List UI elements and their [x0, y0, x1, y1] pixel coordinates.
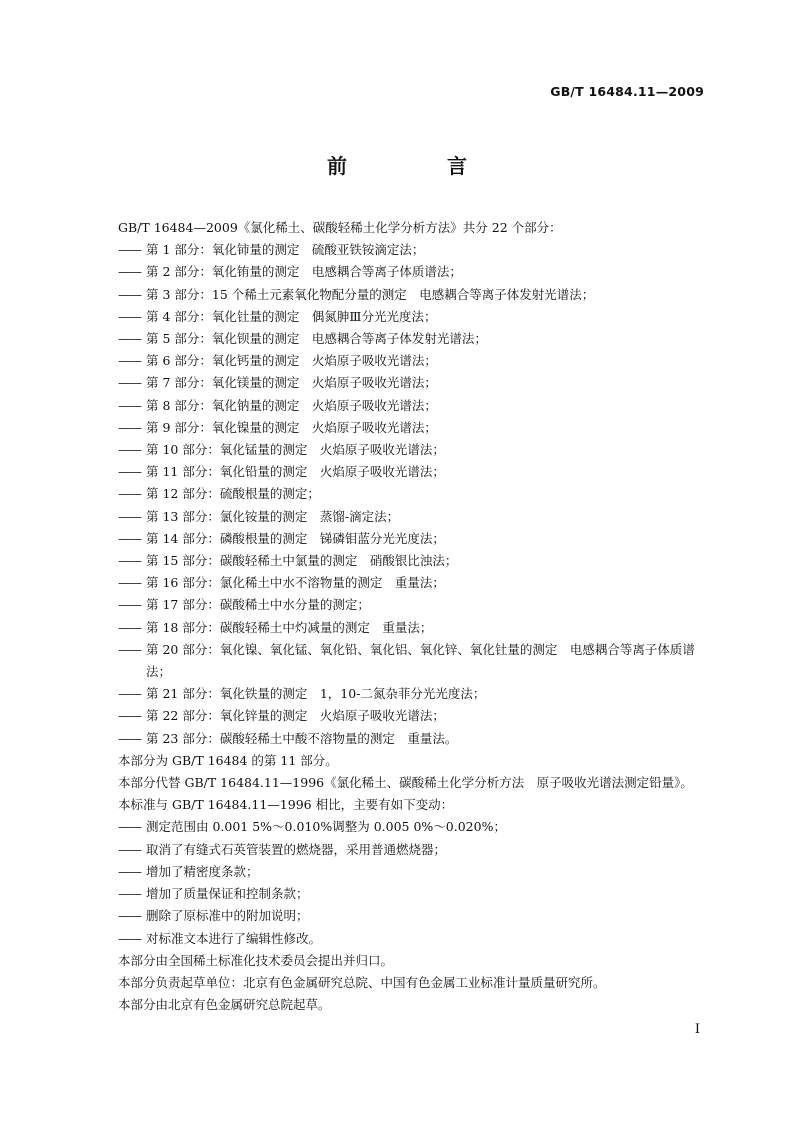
- dash: ——: [118, 419, 141, 435]
- dash: ——: [118, 886, 141, 902]
- list-item: —— 删除了原标准中的附加说明；: [90, 905, 704, 927]
- dash: ——: [118, 863, 141, 879]
- parts-list: [90, 239, 704, 750]
- dash: ——: [118, 242, 141, 258]
- changes-intro-paragraph: 本标准与 GB/T 16484.11—1996 相比，主要有如下变动：: [118, 797, 454, 813]
- dash: ——: [118, 331, 141, 347]
- list-item: —— 第 18 部分：碳酸轻稀土中灼减量的测定 重量法；: [90, 617, 704, 639]
- list-item: —— 第 9 部分：氧化镍量的测定 火焰原子吸收光谱法；: [90, 417, 704, 439]
- list-item: —— 第 17 部分：碳酸稀土中水分量的测定；: [90, 594, 704, 616]
- list-item: —— 第 12 部分：硫酸根量的测定；: [90, 483, 704, 505]
- page-title: 前 言: [327, 154, 507, 178]
- dash: ——: [118, 553, 141, 569]
- list-item: —— 第 8 部分：氧化钠量的测定 火焰原子吸收光谱法；: [90, 395, 704, 417]
- dash: ——: [118, 530, 141, 546]
- dash: ——: [118, 841, 141, 857]
- dash: ——: [118, 508, 141, 524]
- dash: ——: [118, 619, 141, 635]
- dash: ——: [118, 397, 141, 413]
- list-item: —— 第 1 部分：氧化铈量的测定 硫酸亚铁铵滴定法；: [90, 239, 704, 261]
- drafted-by-paragraph: 本部分由北京有色金属研究总院起草。: [118, 997, 331, 1013]
- list-item: —— 第 6 部分：氧化钙量的测定 火焰原子吸收光谱法；: [90, 350, 704, 372]
- list-item: —— 第 20 部分：氧化镍、氧化锰、氧化铅、氧化铝、氧化锌、氧化钍量的测定 电感耦合等离子体质谱法；: [90, 639, 704, 683]
- list-item: —— 第 2 部分：氧化铕量的测定 电感耦合等离子体质谱法；: [90, 261, 704, 283]
- list-item: —— 第 21 部分：氧化铁量的测定 1，10-二氮杂菲分光光度法；: [90, 683, 704, 705]
- list-item: —— 增加了精密度条款；: [90, 861, 704, 883]
- dash: ——: [118, 708, 141, 724]
- list-item: —— 第 11 部分：氧化铅量的测定 火焰原子吸收光谱法；: [90, 461, 704, 483]
- dash: ——: [118, 686, 141, 702]
- dash: ——: [118, 641, 141, 657]
- dash: ——: [118, 597, 141, 613]
- standard-number: GB/T 16484.11—2009: [550, 84, 704, 99]
- dash: ——: [118, 353, 141, 369]
- list-item: —— 第 15 部分：碳酸轻稀土中氯量的测定 硝酸银比浊法；: [90, 550, 704, 572]
- list-item: —— 增加了质量保证和控制条款；: [90, 883, 704, 905]
- list-item: —— 取消了有缝式石英管装置的燃烧器，采用普通燃烧器；: [90, 839, 704, 861]
- dash: ——: [118, 575, 141, 591]
- drafting-units-paragraph: 本部分负责起草单位：北京有色金属研究总院、中国有色金属工业标准计量质量研究所。: [118, 974, 606, 990]
- page-number: I: [694, 1022, 700, 1037]
- dash: ——: [118, 286, 141, 302]
- proposed-paragraph: 本部分由全国稀土标准化技术委员会提出并归口。: [118, 952, 394, 968]
- list-item: —— 测定范围由 0.001 5%～0.010%调整为 0.005 0%～0.020%；: [90, 816, 704, 838]
- dash: ——: [118, 819, 141, 835]
- intro-paragraph: GB/T 16484—2009《氯化稀土、碳酸轻稀土化学分析方法》共分 22 个部分：: [118, 220, 562, 235]
- dash: ——: [118, 308, 141, 324]
- list-item: —— 第 4 部分：氧化钍量的测定 偶氮胂Ⅲ分光光度法；: [90, 306, 704, 328]
- list-item: —— 第 10 部分：氧化锰量的测定 火焰原子吸收光谱法；: [90, 439, 704, 461]
- list-item: —— 第 22 部分：氧化锌量的测定 火焰原子吸收光谱法；: [90, 705, 704, 727]
- changes-list: [90, 816, 704, 949]
- list-item: —— 第 23 部分：碳酸轻稀土中酸不溶物量的测定 重量法。: [90, 728, 704, 750]
- list-item: —— 第 13 部分：氯化铵量的测定 蒸馏-滴定法；: [90, 506, 704, 528]
- list-item: —— 第 7 部分：氧化镁量的测定 火焰原子吸收光谱法；: [90, 372, 704, 394]
- replaces-paragraph: 本部分代替 GB/T 16484.11—1996《氯化稀土、碳酸稀土化学分析方法 原子吸收光谱法测定铅量》。: [118, 775, 693, 791]
- part-of-paragraph: 本部分为 GB/T 16484 的第 11 部分。: [118, 752, 338, 768]
- dash: ——: [118, 930, 141, 946]
- dash: ——: [118, 730, 141, 746]
- dash: ——: [118, 375, 141, 391]
- dash: ——: [118, 908, 141, 924]
- list-item: —— 第 5 部分：氧化钡量的测定 电感耦合等离子体发射光谱法；: [90, 328, 704, 350]
- dash: ——: [118, 264, 141, 280]
- dash: ——: [118, 442, 141, 458]
- list-item: —— 第 14 部分：磷酸根量的测定 锑磷钼蓝分光光度法；: [90, 528, 704, 550]
- list-item: —— 对标准文本进行了编辑性修改。: [90, 928, 704, 950]
- foreword-body: [90, 217, 704, 1016]
- list-item: —— 第 16 部分：氯化稀土中水不溶物量的测定 重量法；: [90, 572, 704, 594]
- dash: ——: [118, 464, 141, 480]
- dash: ——: [118, 486, 141, 502]
- list-item: —— 第 3 部分：15 个稀土元素氧化物配分量的测定 电感耦合等离子体发射光谱法；: [90, 284, 704, 306]
